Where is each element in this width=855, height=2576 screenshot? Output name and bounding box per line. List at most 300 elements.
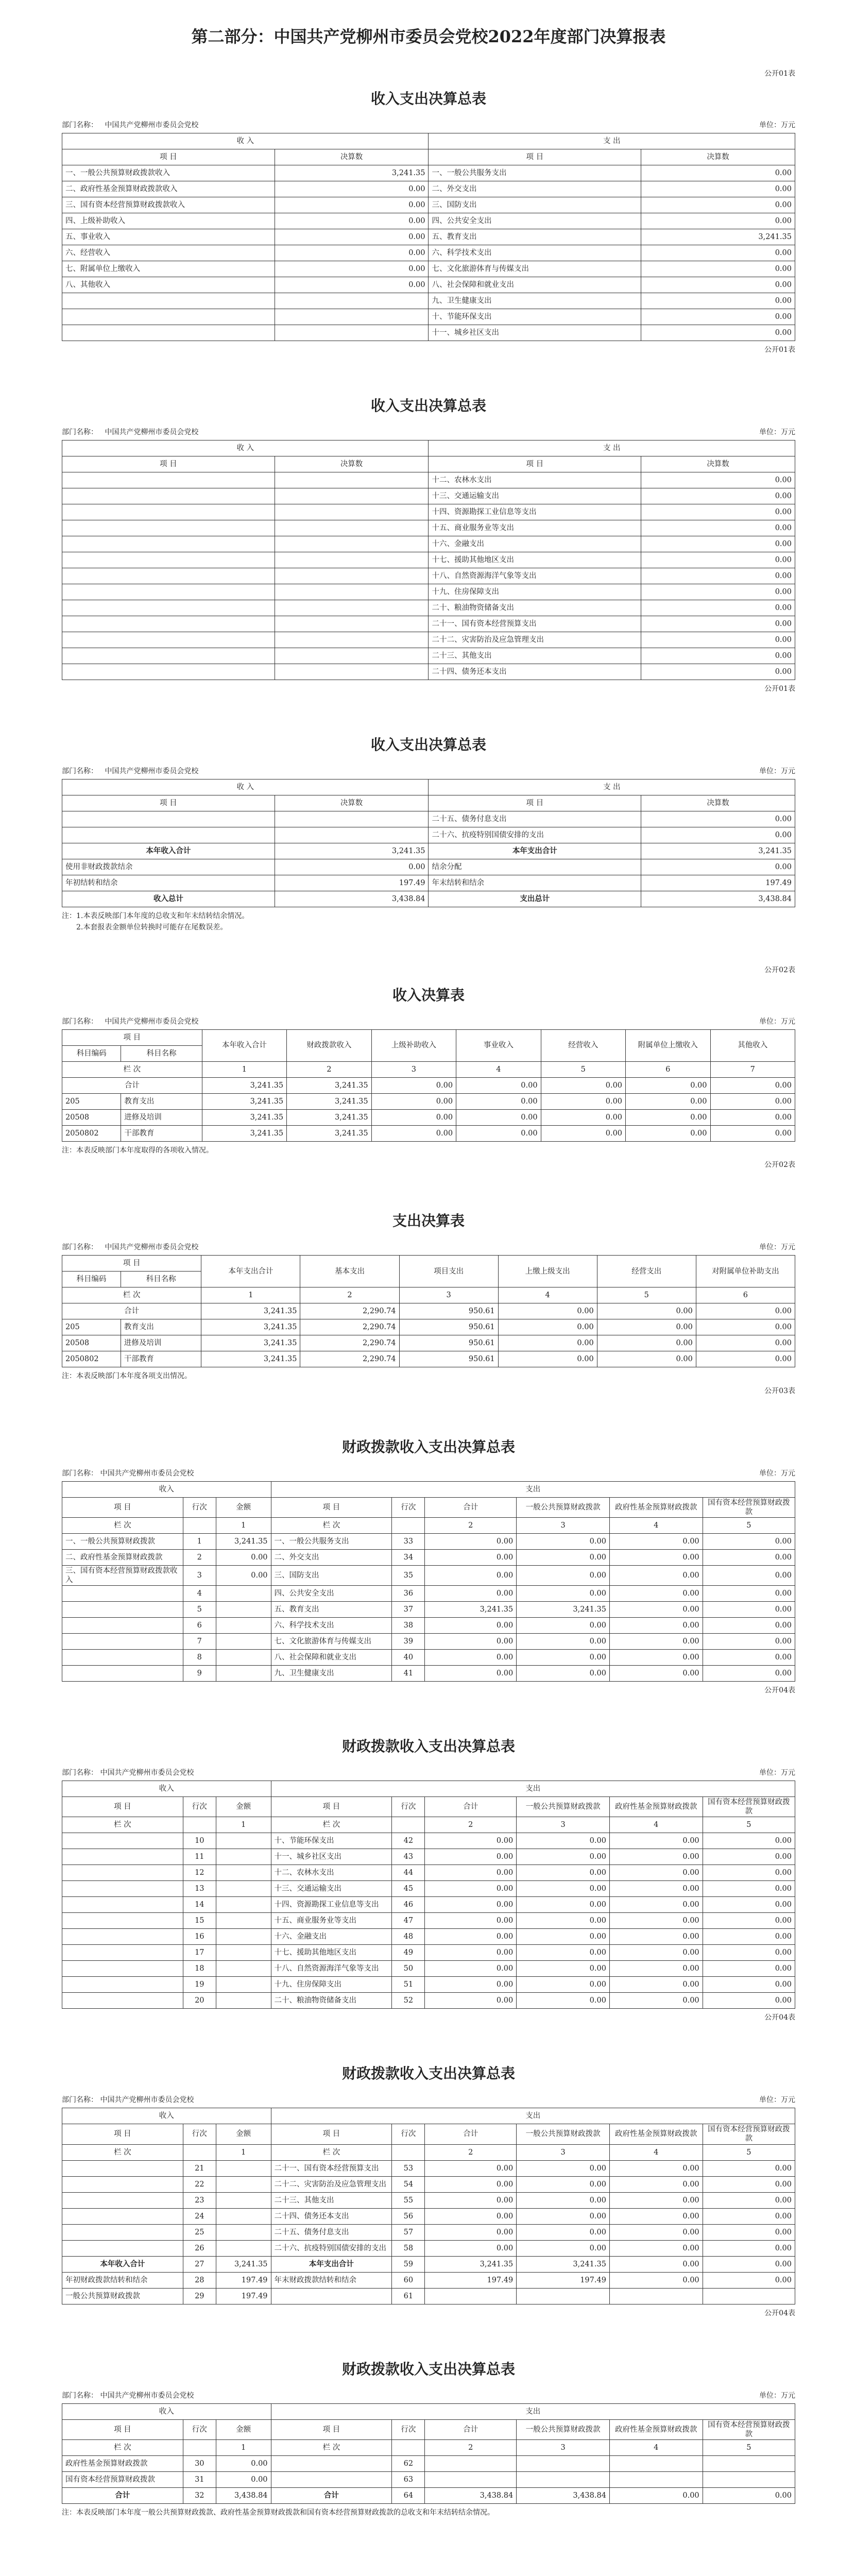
total-value: 0.00 (626, 1077, 710, 1093)
header-expenditure: 支出 (271, 2108, 795, 2124)
department-name: 部门名称： 中国共产党柳州市委员会党校 (62, 2391, 194, 2400)
col-number: 1 (216, 1517, 271, 1533)
expenditure-amount: 0.00 (517, 1913, 610, 1929)
header-amount: 决算数 (641, 149, 795, 165)
income-amount: 0.00 (275, 213, 429, 229)
income-amount (216, 2176, 271, 2192)
header-income: 收入 (62, 2403, 271, 2419)
expenditure-amount: 0.00 (425, 1650, 517, 1666)
row-number: 9 (183, 1666, 216, 1682)
table-title: 收入支出决算总表 (370, 397, 486, 414)
expenditure-amount: 0.00 (703, 1833, 795, 1849)
expenditure-amount: 3,438.84 (641, 891, 795, 907)
header-item: 项 目 (62, 2419, 183, 2439)
income-item (62, 1666, 183, 1682)
expenditure-amount: 0.00 (425, 1634, 517, 1650)
table-row (62, 2256, 795, 2272)
expenditure-item: 二十四、债务还本支出 (271, 2208, 392, 2224)
row-number: 25 (183, 2224, 216, 2240)
row-number: 45 (392, 1881, 425, 1897)
subject-name: 进修及培训 (121, 1335, 201, 1351)
row-number: 58 (392, 2240, 425, 2256)
amount: 0.00 (456, 1125, 541, 1141)
expenditure-item: 五、教育支出 (429, 229, 641, 245)
amount: 0.00 (498, 1319, 597, 1335)
row-number: 2 (183, 1549, 216, 1565)
expenditure-amount: 0.00 (425, 1666, 517, 1682)
expenditure-amount: 0.00 (425, 2224, 517, 2240)
income-item: 七、附属单位上缴收入 (62, 261, 275, 277)
expenditure-item: 十一、城乡社区支出 (429, 325, 641, 341)
income-item (62, 1586, 183, 1602)
table-row (62, 2144, 795, 2160)
row-number: 48 (392, 1929, 425, 1945)
table-meta (62, 766, 795, 776)
income-amount: 0.00 (216, 1549, 271, 1565)
header-row (392, 1517, 425, 1533)
header-col: 国有资本经营预算财政拨款 (703, 1797, 795, 1817)
table-row (62, 2192, 795, 2208)
col-number: 3 (371, 1061, 456, 1077)
expenditure-item: 十六、金融支出 (271, 1929, 392, 1945)
expenditure-amount: 0.00 (641, 536, 795, 552)
expenditure-item: 四、公共安全支出 (271, 1586, 392, 1602)
expenditure-amount: 0.00 (703, 1929, 795, 1945)
col-number: 1 (216, 1817, 271, 1833)
department-name: 部门名称： 中国共产党柳州市委员会党校 (62, 1017, 199, 1026)
amount: 0.00 (456, 1093, 541, 1109)
expenditure-item: 二十、粮油物资储备支出 (271, 1993, 392, 2009)
table-row (62, 293, 795, 309)
row-number: 43 (392, 1849, 425, 1865)
income-amount: 197.49 (275, 875, 429, 891)
expenditure-amount: 0.00 (425, 1833, 517, 1849)
department-name: 部门名称： 中国共产党柳州市委员会党校 (62, 1243, 199, 1252)
expenditure-amount: 0.00 (703, 1881, 795, 1897)
income-amount (275, 488, 429, 504)
income-amount (216, 1865, 271, 1881)
income-item (62, 2224, 183, 2240)
total-label: 合计 (62, 1303, 201, 1319)
col-number: 5 (703, 1517, 795, 1533)
income-amount (216, 1634, 271, 1650)
header-col: 对附属单位补助支出 (696, 1256, 795, 1287)
header-expenditure: 支 出 (429, 779, 795, 795)
expenditure-item: 二十三、其他支出 (429, 648, 641, 664)
table-row (62, 2124, 795, 2144)
income-item (62, 520, 275, 536)
header-amount: 金额 (216, 2124, 271, 2144)
expenditure-amount: 0.00 (425, 1881, 517, 1897)
col-number: 3 (517, 2144, 610, 2160)
expenditure-item: 九、卫生健康支出 (271, 1666, 392, 1682)
income-item (62, 472, 275, 488)
header-row (183, 2439, 216, 2455)
department-name: 部门名称： 中国共产党柳州市委员会党校 (62, 428, 199, 436)
expenditure-amount: 0.00 (703, 1849, 795, 1865)
expenditure-amount: 3,241.35 (517, 1602, 610, 1618)
expenditure-amount: 0.00 (641, 504, 795, 520)
income-amount (275, 293, 429, 309)
income-item (62, 552, 275, 568)
document-title: 第二部分：中国共产党柳州市委员会党校2022年度部门决算报表 (191, 27, 666, 46)
table-row (62, 1817, 795, 1833)
expenditure-amount: 0.00 (641, 472, 795, 488)
income-amount: 197.49 (216, 2288, 271, 2304)
table-row (62, 472, 795, 488)
row-number: 20 (183, 1993, 216, 2009)
header-row (183, 1517, 216, 1533)
table-row (62, 1602, 795, 1618)
amount: 3,241.35 (287, 1093, 371, 1109)
income-amount: 3,438.84 (275, 891, 429, 907)
expenditure-amount: 0.00 (517, 1565, 610, 1585)
expenditure-item: 二、外交支出 (271, 1549, 392, 1565)
header-col: 合计 (425, 2419, 517, 2439)
col-number: 1 (202, 1061, 286, 1077)
total-value: 0.00 (371, 1077, 456, 1093)
income-item: 本年收入合计 (62, 843, 275, 859)
header-row: 行次 (392, 1497, 425, 1517)
table-title: 收入支出决算总表 (370, 736, 486, 753)
row-number: 50 (392, 1961, 425, 1977)
income-item (62, 1961, 183, 1977)
expenditure-amount: 0.00 (425, 1865, 517, 1881)
expenditure-amount: 0.00 (703, 1586, 795, 1602)
expenditure-amount: 0.00 (517, 1897, 610, 1913)
expenditure-amount: 0.00 (609, 1549, 703, 1565)
table-row (62, 1109, 795, 1125)
income-amount: 3,241.35 (216, 2256, 271, 2272)
expenditure-item: 九、卫生健康支出 (429, 293, 641, 309)
income-amount: 0.00 (275, 197, 429, 213)
amount: 0.00 (710, 1109, 795, 1125)
fiscal-table (62, 1481, 795, 1682)
subject-name: 干部教育 (121, 1125, 202, 1141)
income-item (62, 1618, 183, 1634)
expenditure-amount (425, 2455, 517, 2471)
department-name: 部门名称： 中国共产党柳州市委员会党校 (62, 767, 199, 775)
expenditure-amount: 0.00 (425, 2208, 517, 2224)
income-amount (216, 1929, 271, 1945)
income-amount (216, 1833, 271, 1849)
expenditure-amount: 0.00 (425, 2192, 517, 2208)
expenditure-item: 二十四、债务还本支出 (429, 664, 641, 680)
col-number: 7 (710, 1061, 795, 1077)
table-title: 财政拨款收入支出决算总表 (341, 2065, 515, 2082)
income-item (62, 2176, 183, 2192)
expenditure-amount: 0.00 (703, 2208, 795, 2224)
row-number: 54 (392, 2176, 425, 2192)
table-row (62, 891, 795, 907)
table-row (62, 1961, 795, 1977)
expenditure-item: 五、教育支出 (271, 1602, 392, 1618)
income-item: 一般公共预算财政拨款 (62, 2288, 183, 2304)
row-number: 51 (392, 1977, 425, 1993)
expenditure-amount: 0.00 (641, 859, 795, 875)
header-amount: 决算数 (275, 795, 429, 811)
expenditure-amount: 0.00 (517, 2208, 610, 2224)
expenditure-amount: 3,241.35 (425, 2256, 517, 2272)
income-amount: 3,241.35 (275, 843, 429, 859)
income-amount (275, 325, 429, 341)
row-number: 53 (392, 2160, 425, 2176)
table-row (62, 843, 795, 859)
expenditure-amount: 0.00 (517, 1977, 610, 1993)
expenditure-amount: 0.00 (703, 2192, 795, 2208)
income-item (62, 1865, 183, 1881)
amount: 2,290.74 (300, 1319, 399, 1335)
table-meta (62, 427, 795, 437)
table-row (62, 664, 795, 680)
table-row (62, 197, 795, 213)
fiscal-tables (62, 1436, 795, 2519)
expenditure-amount: 0.00 (517, 2240, 610, 2256)
expenditure-amount: 0.00 (609, 1849, 703, 1865)
table-row (62, 827, 795, 843)
income-item: 年初结转和结余 (62, 875, 275, 891)
income-item (62, 293, 275, 309)
total-value: 950.61 (399, 1303, 498, 1319)
header-row: 行次 (392, 1797, 425, 1817)
income-amount (216, 1897, 271, 1913)
expenditure-item: 一、一般公共服务支出 (271, 1533, 392, 1549)
header-row: 行次 (183, 1497, 216, 1517)
income-amount (275, 520, 429, 536)
table-note: 注：本表反映部门本年度一般公共预算财政拨款、政府性基金预算财政拨款和国有资本经营预算财政拨款的总收支和年末结转结余情况。 (62, 2508, 494, 2517)
expenditure-amount: 0.00 (425, 1961, 517, 1977)
amount: 0.00 (498, 1335, 597, 1351)
income-table (62, 1029, 795, 1142)
amount: 0.00 (371, 1109, 456, 1125)
col-number: 4 (609, 1817, 703, 1833)
expenditure-amount: 0.00 (703, 1961, 795, 1977)
row-number: 27 (183, 2256, 216, 2272)
expenditure-amount: 0.00 (641, 648, 795, 664)
amount: 0.00 (541, 1093, 625, 1109)
col-number: 2 (287, 1061, 371, 1077)
expenditure-amount (703, 2288, 795, 2304)
income-item (62, 1897, 183, 1913)
expenditure-amount: 0.00 (703, 1865, 795, 1881)
income-amount (216, 1849, 271, 1865)
expenditure-amount: 0.00 (641, 632, 795, 648)
amount: 3,241.35 (202, 1125, 286, 1141)
table-row (62, 1319, 795, 1335)
income-amount (216, 1993, 271, 2009)
table-row (62, 632, 795, 648)
expenditure-item: 十三、交通运输支出 (429, 488, 641, 504)
table-row (62, 1586, 795, 1602)
income-item (62, 309, 275, 325)
expenditure-item: 七、文化旅游体育与传媒支出 (271, 1634, 392, 1650)
income-amount (216, 1977, 271, 1993)
table-row (62, 1977, 795, 1993)
department-name: 部门名称： 中国共产党柳州市委员会党校 (62, 2096, 194, 2105)
row-number: 39 (392, 1634, 425, 1650)
amount: 2,290.74 (300, 1351, 399, 1367)
expenditure-amount: 0.00 (517, 2192, 610, 2208)
table-title: 财政拨款收入支出决算总表 (341, 1438, 515, 1455)
table-row (62, 2487, 795, 2503)
total-value: 0.00 (597, 1303, 696, 1319)
expenditure-amount: 0.00 (641, 309, 795, 325)
expenditure-item: 十三、交通运输支出 (271, 1881, 392, 1897)
expenditure-amount: 0.00 (703, 1993, 795, 2009)
income-item: 五、事业收入 (62, 229, 275, 245)
table-title: 收入决算表 (392, 986, 465, 1004)
income-amount (275, 309, 429, 325)
expenditure-amount: 0.00 (609, 2208, 703, 2224)
subject-name: 进修及培训 (121, 1109, 202, 1125)
expenditure-item: 二十二、灾害防治及应急管理支出 (429, 632, 641, 648)
table-row (62, 1549, 795, 1565)
expenditure-amount: 0.00 (703, 1549, 795, 1565)
header-name: 科目名称 (121, 1272, 201, 1287)
amount: 0.00 (626, 1109, 710, 1125)
income-item (62, 1929, 183, 1945)
expenditure-amount: 0.00 (703, 2240, 795, 2256)
income-amount (216, 2224, 271, 2240)
income-item: 使用非财政拨款结余 (62, 859, 275, 875)
table-row (62, 245, 795, 261)
table-row (62, 229, 795, 245)
header-code: 科目编码 (62, 1045, 121, 1061)
header-item: 项 目 (429, 795, 641, 811)
row-number: 7 (183, 1634, 216, 1650)
income-item (62, 2160, 183, 2176)
income-amount: 0.00 (275, 859, 429, 875)
row-number: 38 (392, 1618, 425, 1634)
unit-label: 单位：万元 (759, 1769, 795, 1777)
row-number: 17 (183, 1945, 216, 1961)
expenditure-item: 本年支出合计 (429, 843, 641, 859)
header-item: 项 目 (62, 1497, 183, 1517)
expenditure-amount (609, 2471, 703, 2487)
income-item (62, 1977, 183, 1993)
expenditure-amount: 0.00 (517, 2160, 610, 2176)
expenditure-amount (517, 2455, 610, 2471)
table-row (62, 504, 795, 520)
header-row: 行次 (183, 2124, 216, 2144)
expenditure-amount: 0.00 (425, 1586, 517, 1602)
income-item: 收入总计 (62, 891, 275, 907)
expenditure-amount: 0.00 (425, 2160, 517, 2176)
expenditure-amount: 0.00 (517, 1586, 610, 1602)
table-row (62, 1781, 795, 1797)
income-amount (216, 2240, 271, 2256)
col-number: 2 (425, 1517, 517, 1533)
expenditure-item: 十四、资源勘探工业信息等支出 (271, 1897, 392, 1913)
income-item (62, 325, 275, 341)
amount: 3,241.35 (202, 1093, 286, 1109)
table-row (62, 1881, 795, 1897)
header-col: 附属单位上缴收入 (626, 1029, 710, 1061)
header-income: 收入 (62, 1481, 271, 1497)
income-item (62, 616, 275, 632)
header-row: 行次 (392, 2124, 425, 2144)
row-number: 62 (392, 2455, 425, 2471)
income-item (62, 1650, 183, 1666)
expenditure-amount: 0.00 (517, 1549, 610, 1565)
row-number: 24 (183, 2208, 216, 2224)
expenditure-amount: 0.00 (517, 1666, 610, 1682)
row-number: 30 (183, 2455, 216, 2471)
table-code: 公开04表 (764, 1686, 795, 1695)
expenditure-amount: 0.00 (609, 2272, 703, 2288)
table-row (62, 1565, 795, 1585)
col-number: 5 (703, 1817, 795, 1833)
table-code: 公开01表 (764, 346, 795, 354)
expenditure-amount: 0.00 (609, 1666, 703, 1682)
table-row (62, 1913, 795, 1929)
table-title: 财政拨款收入支出决算总表 (341, 2360, 515, 2378)
expenditure-item: 二十一、国有资本经营预算支出 (271, 2160, 392, 2176)
expenditure-amount: 0.00 (517, 1634, 610, 1650)
header-row: 行次 (392, 2419, 425, 2439)
expenditure-amount: 0.00 (641, 197, 795, 213)
expenditure-item: 十二、农林水支出 (271, 1865, 392, 1881)
expenditure-amount: 0.00 (609, 1650, 703, 1666)
expenditure-amount: 0.00 (517, 1618, 610, 1634)
section-fiscal-2 (62, 1735, 795, 2022)
income-amount (275, 811, 429, 827)
table-row (62, 261, 795, 277)
expenditure-amount: 0.00 (425, 1618, 517, 1634)
unit-label: 单位：万元 (759, 428, 795, 436)
expenditure-item: 二十六、抗疫特别国债安排的支出 (271, 2240, 392, 2256)
row-number: 34 (392, 1549, 425, 1565)
expenditure-amount: 0.00 (425, 1849, 517, 1865)
expenditure-item (271, 2288, 392, 2304)
amount: 0.00 (696, 1335, 795, 1351)
table-row (62, 1650, 795, 1666)
income-amount: 0.00 (216, 2471, 271, 2487)
income-item (62, 568, 275, 584)
table-code: 公开04表 (764, 2013, 795, 2022)
expenditure-amount: 0.00 (425, 1549, 517, 1565)
header-expenditure: 支 出 (429, 440, 795, 456)
header-item: 项 目 (271, 2124, 392, 2144)
expenditure-amount: 0.00 (641, 811, 795, 827)
row-number: 33 (392, 1533, 425, 1549)
header-col: 政府性基金预算财政拨款 (609, 2124, 703, 2144)
header-lanci: 栏 次 (271, 2144, 392, 2160)
table-row (62, 1797, 795, 1817)
col-number: 1 (216, 2439, 271, 2455)
row-number: 26 (183, 2240, 216, 2256)
table-row (62, 2160, 795, 2176)
expenditure-amount: 0.00 (517, 1945, 610, 1961)
row-number: 60 (392, 2272, 425, 2288)
header-col: 国有资本经营预算财政拨款 (703, 2124, 795, 2144)
table-code: 公开01表 (764, 70, 795, 78)
income-expenditure-table (62, 133, 795, 341)
header-row (392, 1817, 425, 1833)
expenditure-amount: 3,438.84 (517, 2487, 610, 2503)
unit-label: 单位：万元 (759, 1017, 795, 1026)
total-value: 0.00 (696, 1303, 795, 1319)
row-number: 13 (183, 1881, 216, 1897)
table-row (62, 309, 795, 325)
table-row (62, 616, 795, 632)
section-fiscal-4 (62, 2358, 795, 2519)
table-row (62, 1993, 795, 2009)
department-name: 部门名称： 中国共产党柳州市委员会党校 (62, 1469, 194, 1478)
expenditure-amount: 0.00 (641, 616, 795, 632)
expenditure-item: 十八、自然资源海洋气象等支出 (429, 568, 641, 584)
income-amount: 0.00 (275, 181, 429, 197)
